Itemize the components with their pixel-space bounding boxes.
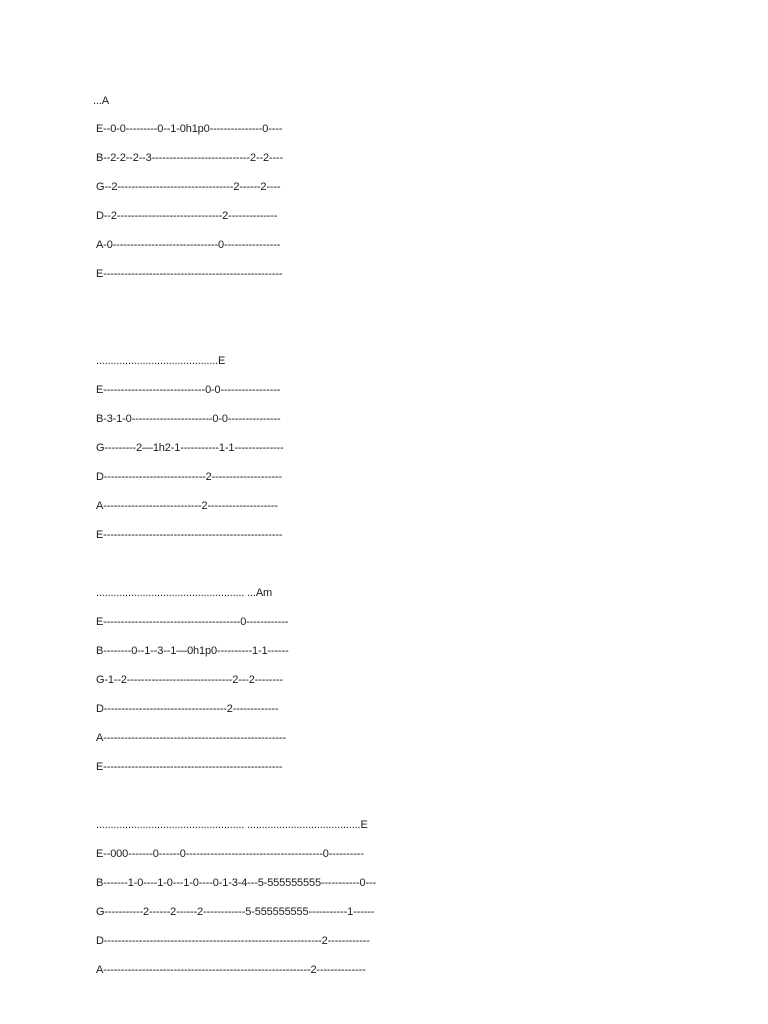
tab-string-line: E--000-------0------0---------------------------------------0---------- xyxy=(96,848,364,860)
tab-string-line: G--2---------------------------------2------2---- xyxy=(96,181,281,193)
tab-string-line: E--------------------------------------------------- xyxy=(96,761,283,773)
tab-string-line: E--------------------------------------------------- xyxy=(96,529,283,541)
tab-string-line: E--------------------------------------------------- xyxy=(96,268,283,280)
tab-string-line: B--2-2--2--3----------------------------2--2---- xyxy=(96,152,284,164)
tab-string-line: E--0-0---------0--1-0h1p0---------------0---- xyxy=(96,123,283,135)
tab-string-line: A----------------------------2-------------------- xyxy=(96,500,278,512)
tab-string-line: B-3-1-0-----------------------0-0--------------- xyxy=(96,413,281,425)
tab-string-line: D-----------------------------------2------------- xyxy=(96,703,279,715)
tab-string-line: G-----------2------2------2------------5-555555555-----------1------ xyxy=(96,906,375,918)
tab-string-line: A---------------------------------------------------- xyxy=(96,732,286,744)
tab-string-line: B-------1-0----1-0---1-0----0-1-3-4---5-555555555-----------0--- xyxy=(96,877,377,889)
tab-string-line: A-0------------------------------0---------------- xyxy=(96,239,281,251)
tab-string-line: A-----------------------------------------------------------2-------------- xyxy=(96,964,366,976)
tab-string-line: G-1--2------------------------------2---2-------- xyxy=(96,674,283,686)
tab-string-line: B--------0--1--3--1—0h1p0----------1-1------ xyxy=(96,645,289,657)
tab-string-line: D--2------------------------------2-------------- xyxy=(96,210,278,222)
chord-label-line: ...A xyxy=(93,95,109,107)
chord-label-line: ................................................... .......................................E xyxy=(96,819,368,831)
tab-string-line: D--------------------------------------------------------------2------------ xyxy=(96,935,370,947)
chord-label-line: ..........................................E xyxy=(96,355,226,367)
tab-string-line: D-----------------------------2-------------------- xyxy=(96,471,282,483)
tab-string-line: E---------------------------------------0------------ xyxy=(96,616,289,628)
chord-label-line: ................................................... ...Am xyxy=(96,587,273,599)
tab-string-line: G---------2—1h2-1-----------1-1-------------- xyxy=(96,442,284,454)
tab-string-line: E-----------------------------0-0----------------- xyxy=(96,384,281,396)
